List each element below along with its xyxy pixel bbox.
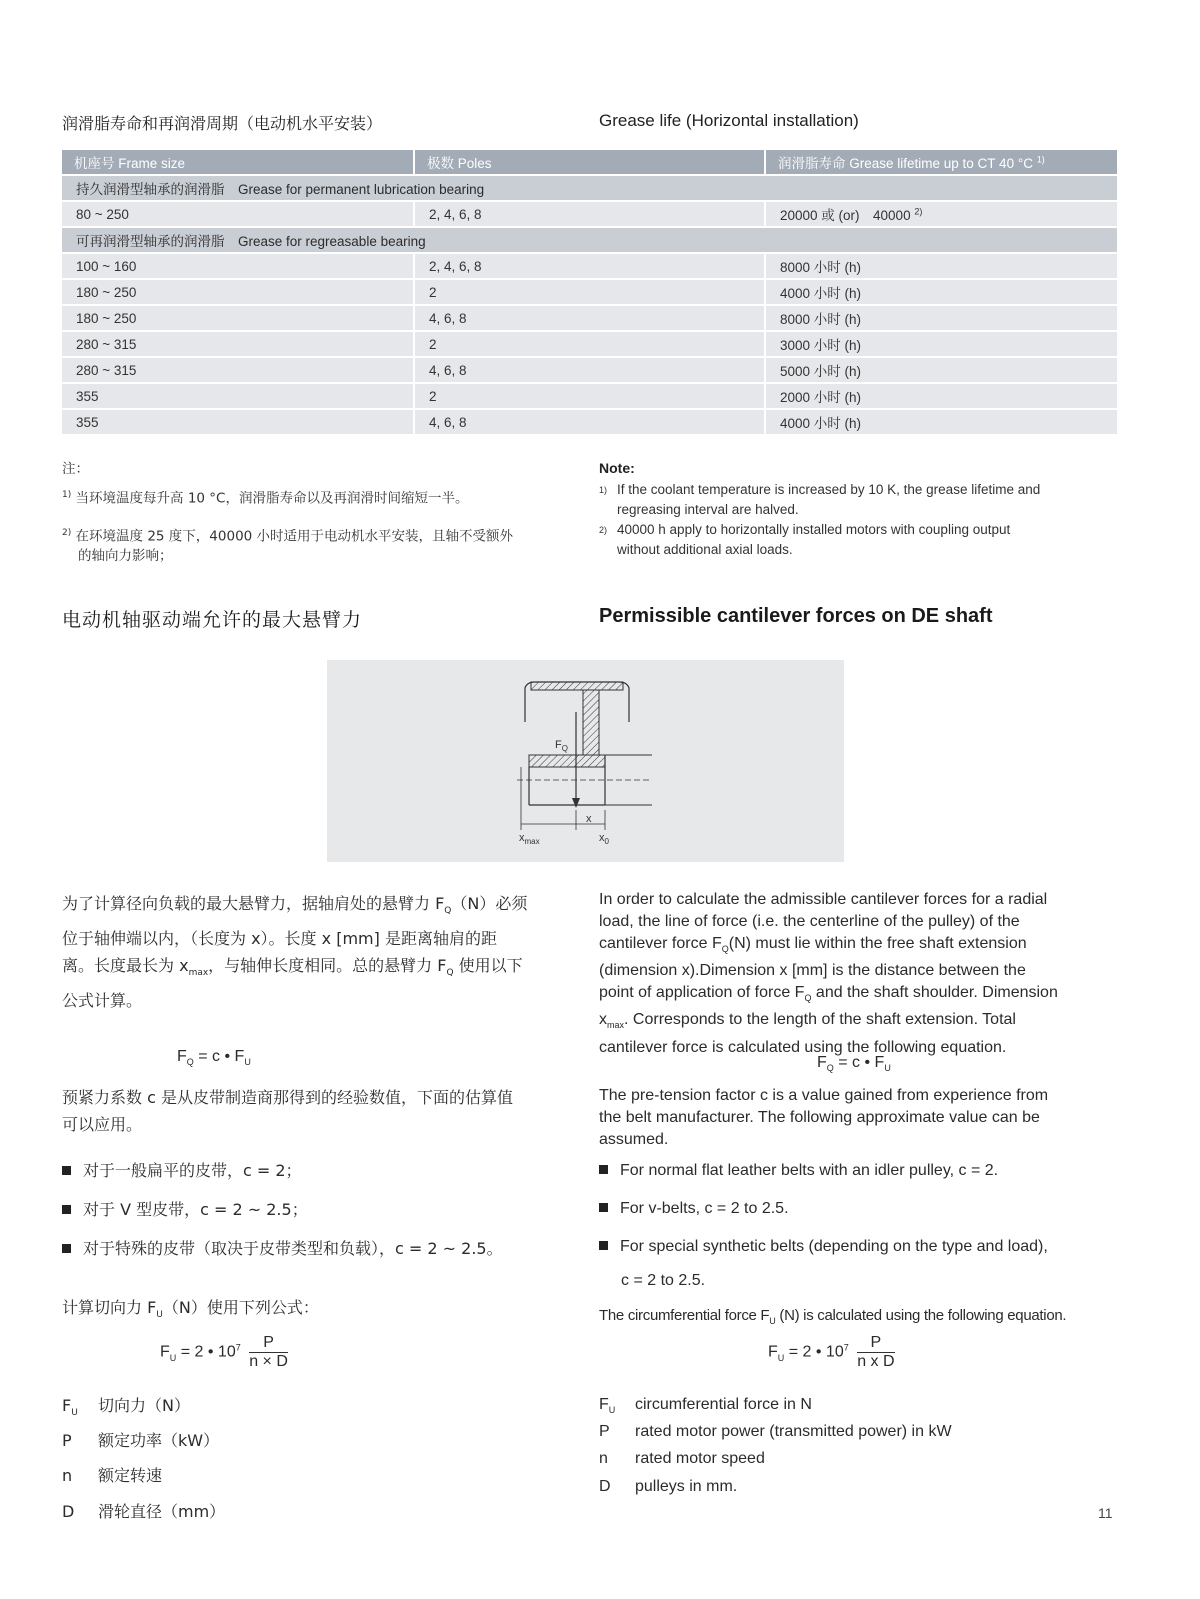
cell-lifetime: 3000 小时 (h) (766, 332, 1117, 356)
definition-text: 额定功率（kW） (98, 1431, 220, 1451)
table-row (62, 254, 1117, 278)
cell-frame: 100 ~ 160 (62, 254, 415, 278)
table-row (62, 384, 1117, 408)
table-row (62, 358, 1117, 382)
notes-cn-title: 注： (62, 461, 89, 477)
label-fq: $F_Q$ (555, 739, 568, 753)
cell-poles: 2, 4, 6, 8 (415, 254, 766, 278)
cell-lifetime: 8000 小时 (h) (766, 254, 1117, 278)
bullet-square-icon (62, 1205, 71, 1214)
section-row-permanent (62, 176, 1117, 200)
cell-frame: 180 ~ 250 (62, 280, 415, 304)
bullet-en-2: For v-belts, c = 2 to 2.5. (599, 1200, 789, 1218)
page-number: 11 (1098, 1505, 1113, 1521)
cell-frame: 80 ~ 250 (62, 202, 415, 226)
definition-symbol: D (62, 1501, 75, 1521)
definition-text: rated motor speed (635, 1450, 765, 1468)
header-frame-size: 机座号 Frame size (62, 150, 415, 174)
bullet-cn-2: 对于 V 型皮带，c = 2 ~ 2.5； (62, 1197, 308, 1220)
fraction: $\frac{P}{\text{n x D}}$ (857, 1334, 895, 1370)
grease-title-cn: 润滑脂寿命和再润滑周期（电动机水平安装） (62, 114, 383, 133)
definition-text: pulleys in mm. (635, 1477, 738, 1495)
bullet-square-icon (62, 1166, 71, 1175)
cell-lifetime: 5000 小时 (h) (766, 358, 1117, 382)
equation-fu-en: $F_U = 2$ • $10^7$ $\frac{P}{\text{n x D}}$ (768, 1334, 895, 1370)
table-row (62, 202, 1117, 226)
table-header-row (62, 150, 1117, 174)
pretension-en: The pre-tension factor c is a value gained from experience from the belt manufacturer. The following approximate value can be assumed. (599, 1087, 1049, 1148)
definition-text: 滑轮直径（mm） (98, 1501, 226, 1521)
cell-frame: 355 (62, 384, 415, 408)
definitions-cn (62, 1392, 225, 1533)
grease-title-en: Grease life (Horizontal installation) (599, 111, 859, 130)
note-cn-1: $^{1)}$ 当环境温度每升高 10 °C，润滑脂寿命以及再润滑时间缩短一半。 (62, 490, 469, 507)
bullet-en-1: For normal flat leather belts with an idler pulley, c = 2. (599, 1162, 998, 1180)
fu-intro-en: The circumferential force $F_U$ (N) is calculated using the following equation. (599, 1307, 1067, 1326)
cell-frame: 180 ~ 250 (62, 306, 415, 330)
table-row (62, 332, 1117, 356)
equation-fq-en: $F_Q = c$ • $F_U$ (817, 1054, 891, 1074)
cell-poles: 4, 6, 8 (415, 358, 766, 382)
section-label-regreasable: 可再润滑型轴承的润滑脂 Grease for regreasable bearing (62, 228, 1117, 252)
pulley-web (583, 690, 599, 755)
definition-row (599, 1394, 952, 1421)
cell-lifetime: 4000 小时 (h) (766, 410, 1117, 434)
cell-poles: 2, 4, 6, 8 (415, 202, 766, 226)
equation-fq-cn: $F_Q = c$ • $F_U$ (177, 1048, 251, 1068)
bullet-square-icon (599, 1203, 608, 1212)
header-lifetime: 润滑脂寿命 Grease lifetime up to CT 40 °C $^{1)}$ (766, 150, 1117, 174)
bullet-cn-1: 对于一般扁平的皮带，c = 2； (62, 1158, 302, 1181)
note-en-2: 2) 40000 h apply to horizontally installed motors with coupling output without additional axial loads. (599, 522, 1011, 557)
notes-cn (62, 459, 582, 566)
cell-poles: 2 (415, 280, 766, 304)
fu-intro-cn: 计算切向力 $F_U(N)$使用下列公式： (62, 1298, 319, 1321)
cell-frame: 280 ~ 315 (62, 358, 415, 382)
definition-symbol: $F_U$ (599, 1396, 616, 1416)
cell-lifetime: 4000 小时 (h) (766, 280, 1117, 304)
definition-row (62, 1462, 225, 1497)
notes-en (599, 458, 1119, 560)
cantilever-title-cn: 电动机轴驱动端允许的最大悬臂力 (62, 609, 363, 631)
definition-symbol: P (599, 1423, 610, 1441)
cell-lifetime: 2000 小时 (h) (766, 384, 1117, 408)
pretension-cn: 预紧力系数 c 是从皮带制造商那得到的经验数值，下面的估算值 可以应用。 (62, 1088, 513, 1134)
definition-text: circumferential force in N (635, 1396, 812, 1413)
definition-row (62, 1427, 225, 1462)
bullet-square-icon (599, 1165, 608, 1174)
equation-fu-cn: $F_U = 2$ • $10^7$ $\frac{P}{n \times D}$ (160, 1334, 288, 1370)
definition-row (599, 1476, 952, 1503)
header-poles: 极数 Poles (415, 150, 766, 174)
cell-lifetime: 20000 或 (or) 40000 $^{2)}$ (766, 202, 1117, 226)
label-x0: $x_0$ (599, 832, 609, 846)
notes-en-title: Note: (599, 460, 635, 476)
fraction: $\frac{P}{n \times D}$ (249, 1334, 288, 1370)
definition-symbol: n (62, 1466, 73, 1486)
note-en-1: 1) If the coolant temperature is increased by 10 K, the grease lifetime and regreasing interval are halved. (599, 482, 1041, 517)
definition-symbol: n (599, 1450, 608, 1468)
shaft-diagram (327, 660, 844, 862)
table-row (62, 280, 1117, 304)
definition-text: 切向力（N） (98, 1396, 190, 1415)
cell-lifetime: 8000 小时 (h) (766, 306, 1117, 330)
bullet-square-icon (62, 1244, 71, 1253)
definition-row (599, 1421, 952, 1448)
definition-symbol: $F_U$ (62, 1396, 78, 1419)
definitions-en (599, 1394, 952, 1503)
definition-row (599, 1448, 952, 1475)
cantilever-title-en: Permissible cantilever forces on DE shaft (599, 605, 993, 627)
note-cn-2: $^{2)}$ 在环境温度 25 度下，40000 小时适用于电动机水平安装，且轴不受额外 (62, 527, 514, 544)
definition-symbol: D (599, 1477, 611, 1495)
cantilever-para-cn: 为了计算径向负载的最大悬臂力，据轴肩处的悬臂力 $F_Q(N)$必须 位于轴伸端以内，（长度为 x）。长度 x [mm] 是距离轴肩的距 离。长度最长为 $x_{max}$，与轴伸长度相同。总的悬臂力 $F_Q$ 使用以下 公式计算。 (62, 894, 528, 1011)
cell-poles: 2 (415, 384, 766, 408)
label-xmax: $x_{max}$ (519, 832, 540, 846)
bullet-en-3: For special synthetic belts (depending on the type and load), (599, 1238, 1048, 1256)
definition-text: 额定转速 (98, 1466, 163, 1486)
cell-poles: 4, 6, 8 (415, 306, 766, 330)
definition-row (62, 1392, 225, 1427)
cell-frame: 280 ~ 315 (62, 332, 415, 356)
section-row-regreasable (62, 228, 1117, 252)
bullet-en-3-cont: c = 2 to 2.5. (621, 1272, 706, 1289)
definition-text: rated motor power (transmitted power) in kW (635, 1423, 952, 1441)
pulley-hub (529, 755, 605, 767)
label-x: x (586, 813, 592, 825)
table-row (62, 306, 1117, 330)
definition-row (62, 1498, 225, 1533)
cell-poles: 4, 6, 8 (415, 410, 766, 434)
note-cn-2-cont: 的轴向力影响； (78, 548, 173, 564)
table-row (62, 410, 1117, 434)
pulley-rim (531, 682, 623, 690)
cell-frame: 355 (62, 410, 415, 434)
section-label-permanent: 持久润滑型轴承的润滑脂 Grease for permanent lubrication bearing (62, 176, 1117, 200)
cantilever-para-en: In order to calculate the admissible cantilever forces for a radial load, the line of force (i.e. the centerline of the pulley) of the cantilever force $F_Q(N)$ must lie within the free shaft extension (dimension x).Dimension x [mm] is the distance between the point of application of force $F_Q$ and the shaft shoulder. Dimension $x_{max}$. Corresponds to the length of the shaft extension. Total cantilever force is calculated using the following equation. (599, 891, 1058, 1056)
grease-table (62, 148, 1117, 436)
shaft-diagram-svg (327, 660, 844, 862)
bullet-square-icon (599, 1241, 608, 1250)
definition-symbol: P (62, 1431, 72, 1451)
bullet-cn-3: 对于特殊的皮带（取决于皮带类型和负载），c = 2 ~ 2.5。 (62, 1236, 503, 1259)
cell-poles: 2 (415, 332, 766, 356)
